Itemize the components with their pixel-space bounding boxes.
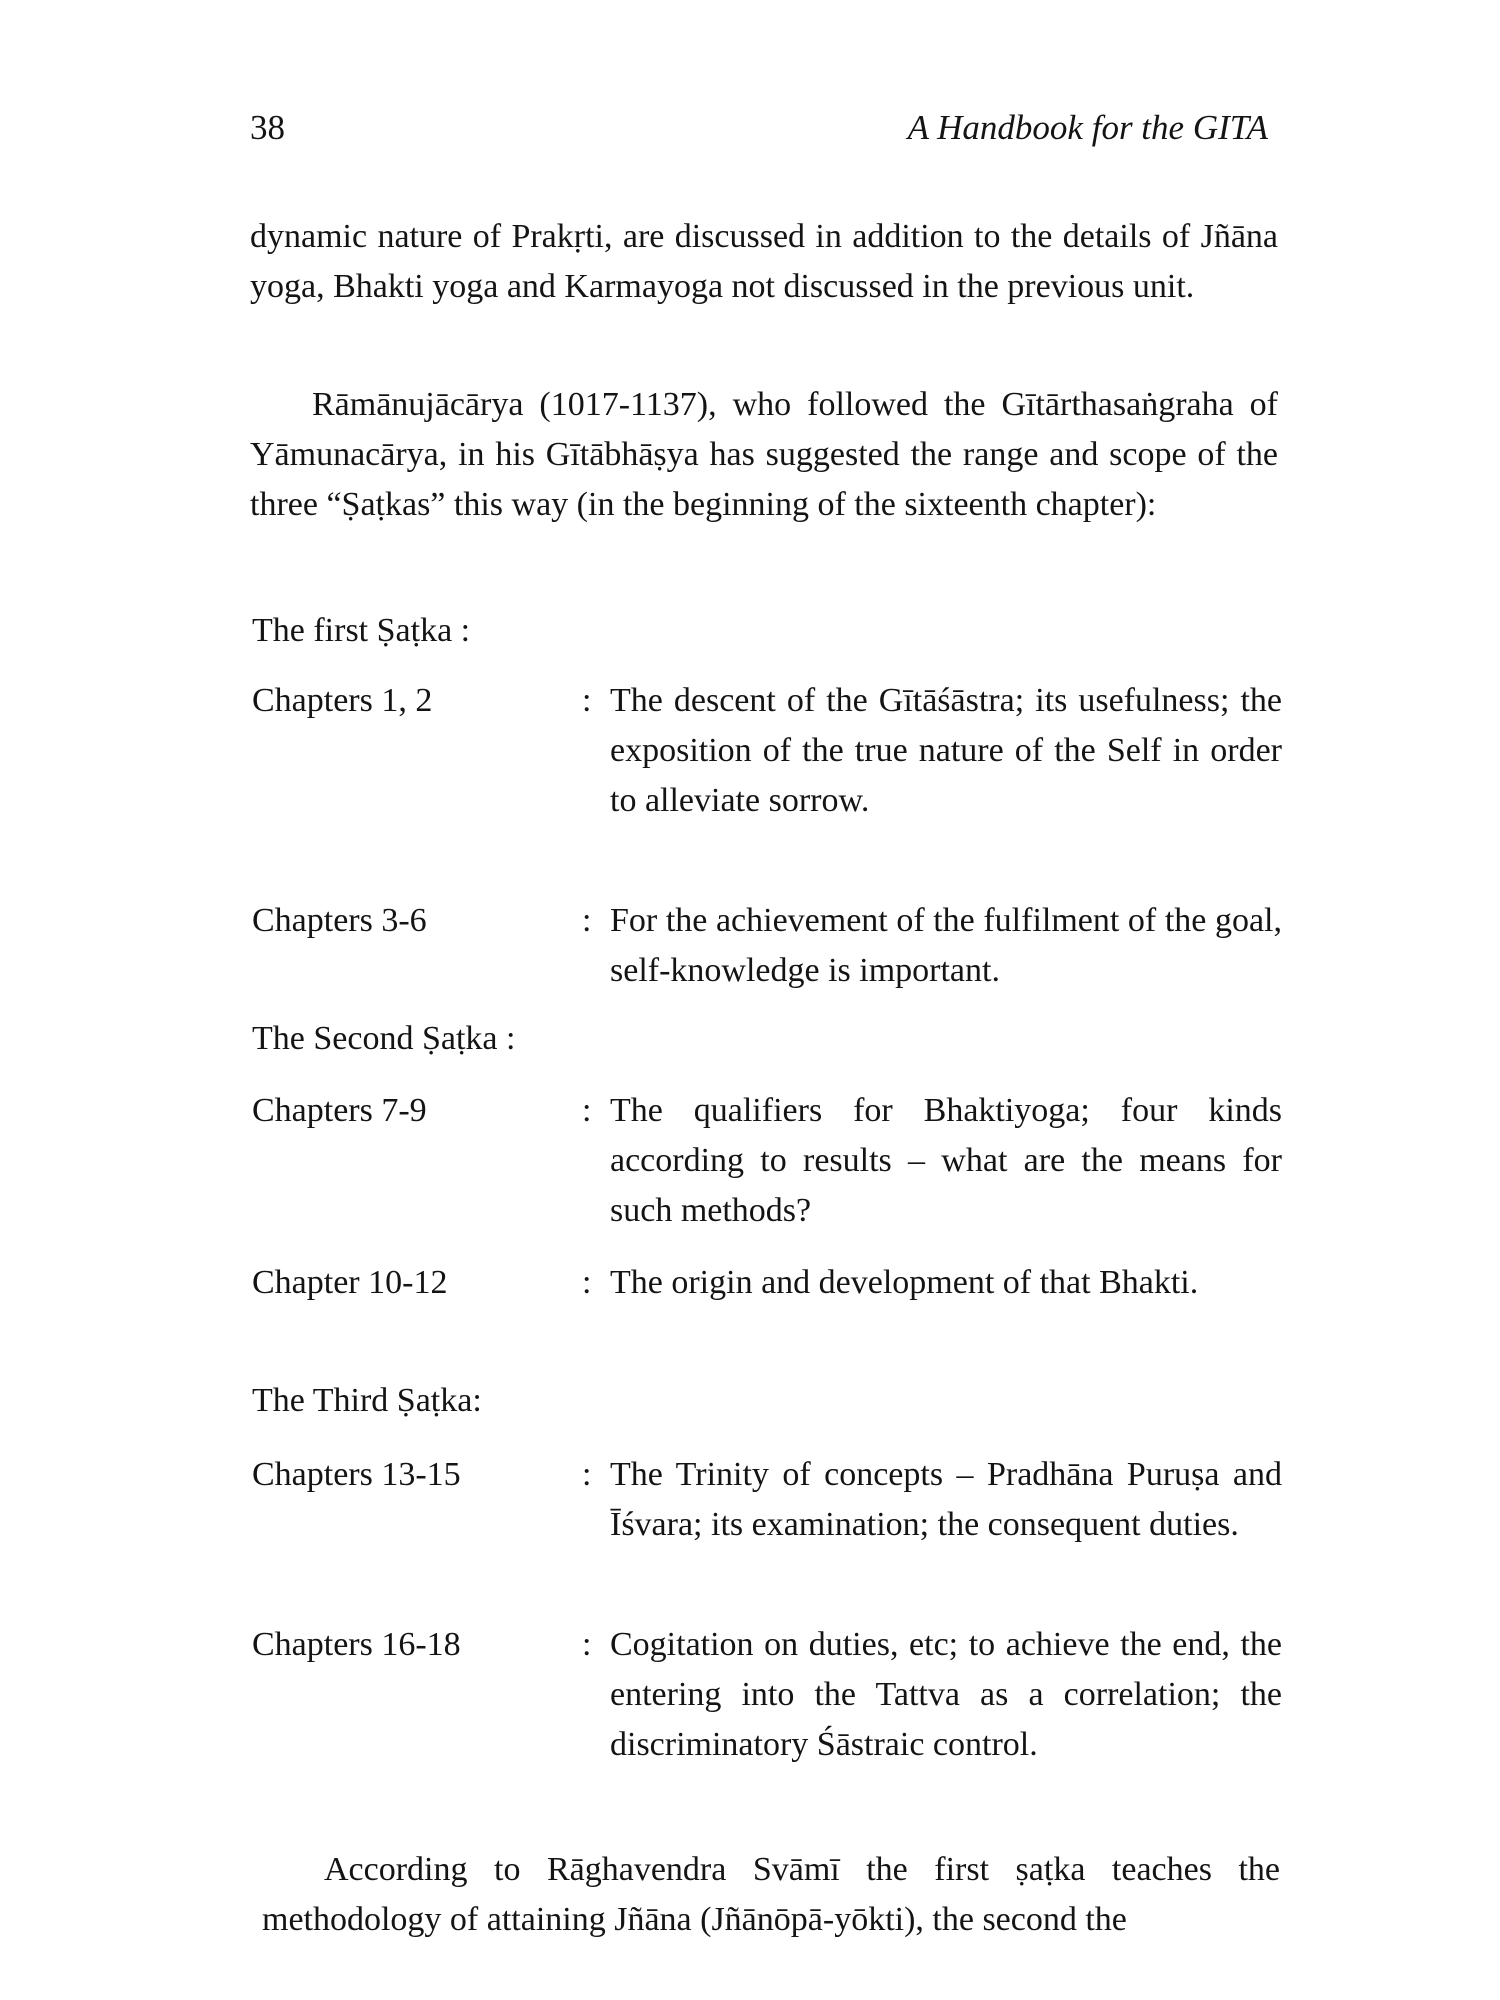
entry-colon: : <box>582 1092 592 1129</box>
paragraph-raghavendra: According to Rāghavendra Svāmī the first ṣaṭka teaches the methodology of attaining Jñāna (Jñānōpā-yōkti), the second the <box>262 1851 1280 1938</box>
entry-colon: : <box>582 902 592 939</box>
chapter-range: Chapters 3-6 <box>252 902 427 939</box>
chapter-description: The origin and development of that Bhakti. <box>610 1264 1199 1301</box>
chapter-description: The Trinity of concepts – Pradhāna Puruṣa and Īśvara; its examination; the consequent duties. <box>610 1456 1282 1543</box>
chapter-description: Cogitation on duties, etc; to achieve the end, the entering into the Tattva as a correlation; the discriminatory Śāstraic control. <box>610 1626 1282 1763</box>
page-number: 38 <box>250 108 285 147</box>
chapter-description: The descent of the Gītāśāstra; its usefulness; the exposition of the true nature of the Self in order to alleviate sorrow. <box>610 682 1282 819</box>
running-title: A Handbook for the GITA <box>907 108 1268 147</box>
entry-colon: : <box>582 1456 592 1493</box>
chapter-range: Chapters 13-15 <box>252 1456 461 1493</box>
entry-colon: : <box>582 1264 592 1301</box>
chapter-description: The qualifiers for Bhaktiyoga; four kinds according to results – what are the means for such methods? <box>610 1092 1282 1229</box>
chapter-range: Chapters 7-9 <box>252 1092 427 1129</box>
satka-heading-first: The first Ṣaṭka : <box>252 612 471 649</box>
page-header <box>250 108 1268 158</box>
chapter-range: Chapters 1, 2 <box>252 682 433 719</box>
satka-heading-second: The Second Ṣaṭka : <box>252 1020 516 1057</box>
paragraph-ramanuja: Rāmānujācārya (1017-1137), who followed the Gītārthasaṅgraha of Yāmunacārya, in his Gītābhāṣya has suggested the range and scope of the three “Ṣaṭkas” this way (in the beginning of the sixteenth chapter): <box>250 386 1278 523</box>
chapter-range: Chapters 16-18 <box>252 1626 461 1663</box>
entry-colon: : <box>582 682 592 719</box>
entry-colon: : <box>582 1626 592 1663</box>
chapter-description: For the achievement of the fulfilment of the goal, self-knowledge is important. <box>610 902 1282 989</box>
satka-heading-third: The Third Ṣaṭka: <box>252 1382 482 1419</box>
chapter-range: Chapter 10-12 <box>252 1264 448 1301</box>
paragraph-intro: dynamic nature of Prakṛti, are discussed in addition to the details of Jñāna yoga, Bhakti yoga and Karmayoga not discussed in the previous unit. <box>250 218 1278 305</box>
